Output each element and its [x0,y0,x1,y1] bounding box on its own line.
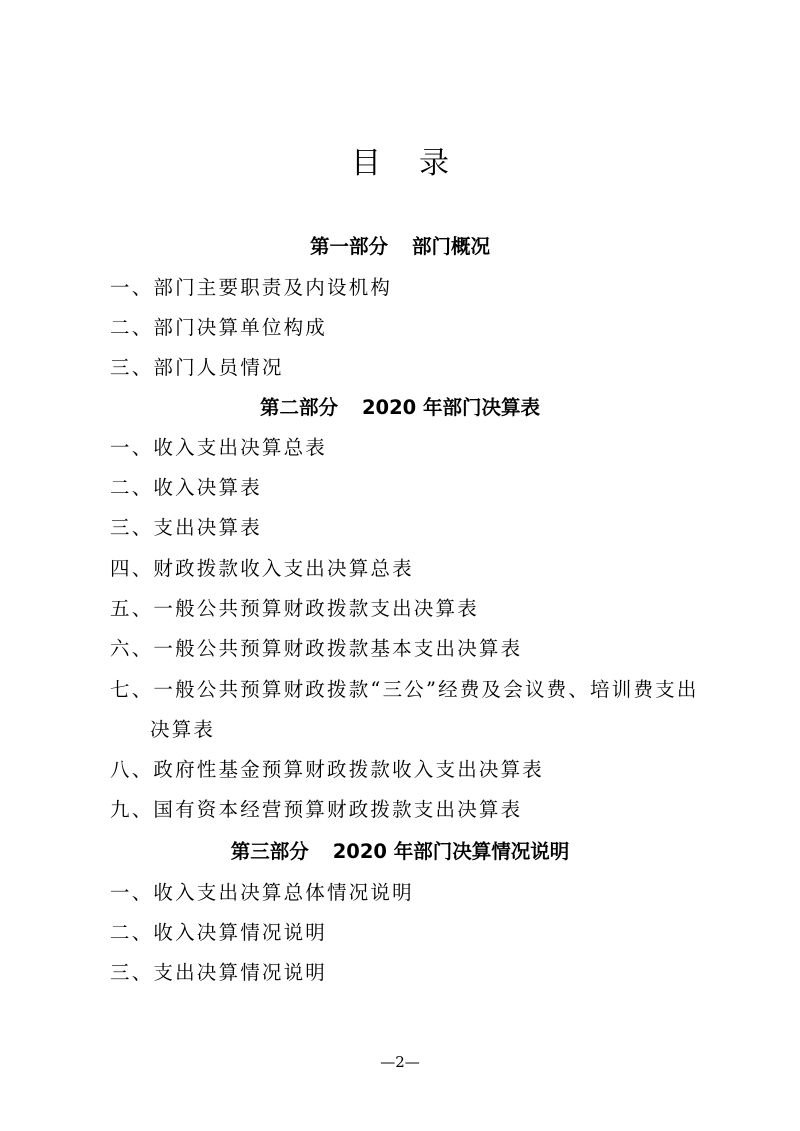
title-char-2: 录 [419,146,449,181]
toc-item[interactable]: 三、支出决算情况说明 [110,961,328,984]
toc-item[interactable]: 二、部门决算单位构成 [110,316,328,339]
toc-item[interactable]: 一、收入支出决算总体情况说明 [110,881,414,904]
toc-item[interactable]: 二、收入决算情况说明 [110,921,328,944]
part-title: 部门概况 [412,235,491,258]
page-number: —2— [380,1053,420,1071]
part-three-heading [0,837,800,867]
part-one-heading [0,232,800,262]
toc-item[interactable]: 三、部门人员情况 [110,356,284,379]
part-title: 2020 年部门决算表 [361,396,541,419]
page-title [0,142,800,186]
toc-item[interactable]: 一、收入支出决算总表 [110,436,328,459]
part-label: 第二部分 [259,396,338,419]
toc-item[interactable]: 五、一般公共预算财政拨款支出决算表 [110,597,479,620]
toc-item[interactable]: 七、一般公共预算财政拨款“三公”经费及会议费、培训费支出 [110,678,699,701]
toc-item[interactable]: 一、部门主要职责及内设机构 [110,276,393,299]
toc-item[interactable]: 八、政府性基金预算财政拨款收入支出决算表 [110,758,545,781]
toc-item[interactable]: 九、国有资本经营预算财政拨款支出决算表 [110,798,523,821]
part-two-heading [0,393,800,423]
toc-item[interactable]: 四、财政拨款收入支出决算总表 [110,557,414,580]
part-label: 第一部分 [309,235,388,258]
title-char-1: 目 [351,146,381,181]
part-title: 2020 年部门决算情况说明 [332,840,570,863]
part-label: 第三部分 [230,840,309,863]
toc-item[interactable]: 三、支出决算表 [110,516,262,539]
toc-item-continuation[interactable]: 决算表 [150,718,216,741]
toc-item[interactable]: 六、一般公共预算财政拨款基本支出决算表 [110,637,523,660]
toc-item[interactable]: 二、收入决算表 [110,476,262,499]
